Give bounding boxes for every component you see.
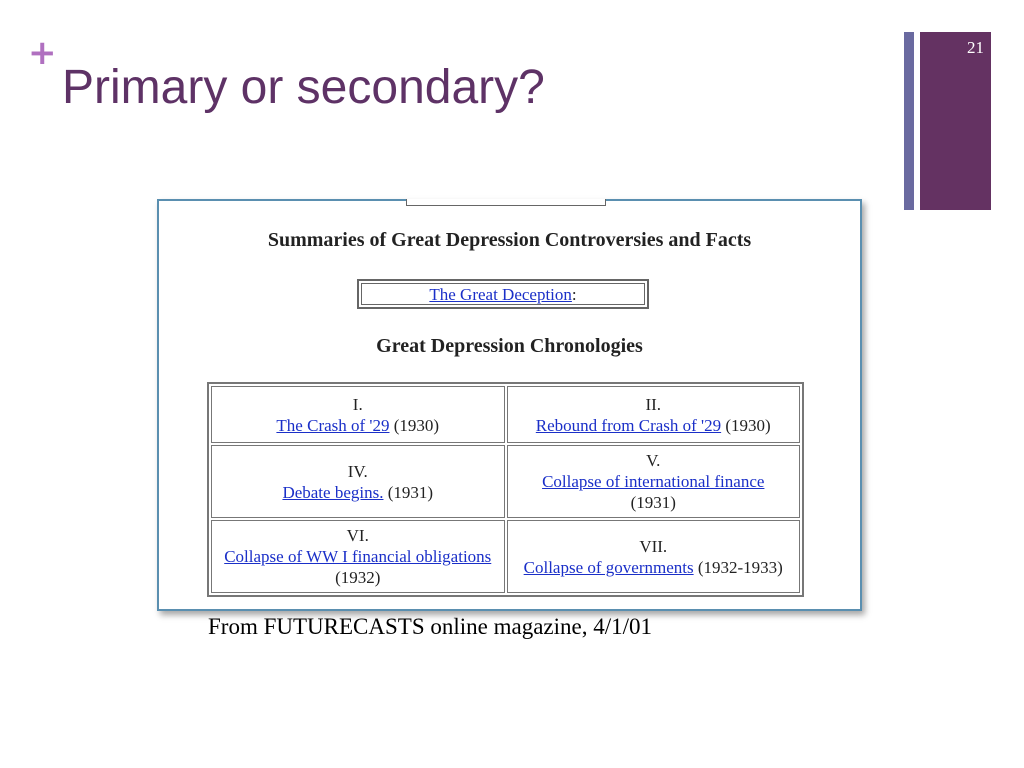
source-caption: From FUTURECASTS online magazine, 4/1/01 [208, 614, 653, 639]
table-row [211, 445, 800, 518]
chronology-cell [211, 520, 505, 593]
chronology-year: (1931) [630, 493, 676, 512]
deception-box [357, 279, 649, 309]
accent-stripe-thin [904, 32, 914, 210]
chronologies-table [207, 382, 804, 597]
chronology-link[interactable]: Collapse of WW I financial obligations [224, 547, 492, 566]
chronology-numeral: VI. [346, 526, 369, 545]
slide-number: 21 [967, 38, 984, 57]
chronology-link[interactable]: The Crash of '29 [276, 415, 390, 435]
table-row [211, 520, 800, 593]
chronology-year: (1932-1933) [693, 557, 783, 577]
slide-title: Primary or secondary? [62, 61, 545, 114]
chronology-numeral: V. [646, 451, 661, 470]
chronology-link[interactable]: Collapse of international finance [542, 472, 765, 491]
chronology-cell [211, 386, 505, 443]
deception-suffix: : [571, 285, 577, 304]
chronology-cell [211, 445, 505, 518]
chronology-numeral: IV. [347, 461, 368, 481]
chronologies-heading: Great Depression Chronologies [376, 335, 643, 357]
chronology-numeral: I. [352, 394, 363, 414]
chronology-link[interactable]: Debate begins. [282, 482, 384, 502]
table-row [211, 386, 800, 443]
great-deception-link[interactable]: The Great Deception [429, 285, 572, 304]
chronology-numeral: II. [645, 394, 662, 414]
top-frame-stub [406, 199, 606, 206]
deception-box-inner [361, 283, 645, 305]
chronology-link[interactable]: Rebound from Crash of '29 [535, 415, 722, 435]
chronology-cell [507, 520, 801, 593]
chronology-cell [507, 445, 801, 518]
chronology-numeral: VII. [639, 536, 668, 556]
summaries-heading: Summaries of Great Depression Controversies and Facts [267, 229, 752, 251]
chronology-year: (1932) [335, 568, 381, 587]
plus-icon: + [28, 33, 57, 73]
chronology-link[interactable]: Collapse of governments [523, 557, 694, 577]
chronology-year: (1930) [721, 415, 771, 435]
chronology-cell [507, 386, 801, 443]
accent-stripe [920, 32, 991, 210]
embedded-webpage-screenshot [157, 199, 862, 611]
chronology-year: (1931) [383, 482, 434, 502]
chronology-year: (1930) [389, 415, 440, 435]
